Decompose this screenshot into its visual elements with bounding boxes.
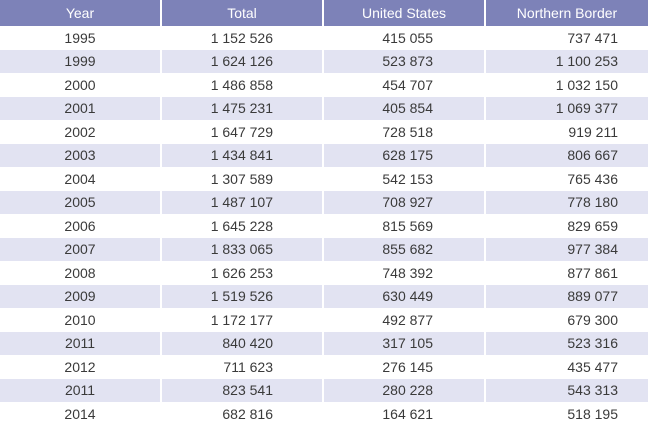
- cell-year: 2003: [0, 144, 160, 168]
- cell-year: 2006: [0, 214, 160, 238]
- table-row: [0, 144, 648, 168]
- cell-united-states: 317 105: [324, 332, 484, 356]
- cell-year: 2007: [0, 238, 160, 262]
- cell-year: 2004: [0, 167, 160, 191]
- cell-year: 2002: [0, 120, 160, 144]
- cell-year: 2000: [0, 73, 160, 97]
- cell-year: 2011: [0, 332, 160, 356]
- cell-united-states: 164 621: [324, 402, 484, 426]
- table-row: [0, 402, 648, 426]
- cell-year: 2001: [0, 97, 160, 121]
- cell-united-states: 454 707: [324, 73, 484, 97]
- cell-united-states: 542 153: [324, 167, 484, 191]
- cell-united-states: 523 873: [324, 50, 484, 74]
- cell-total: 1 172 177: [162, 308, 322, 332]
- cell-year: 2011: [0, 379, 160, 403]
- cell-united-states: 708 927: [324, 191, 484, 215]
- cell-total: 823 541: [162, 379, 322, 403]
- header-united-states: United States: [324, 0, 484, 26]
- table-row: [0, 120, 648, 144]
- cell-northern-border: 778 180: [486, 191, 648, 215]
- cell-total: 1 647 729: [162, 120, 322, 144]
- cell-northern-border: 877 861: [486, 261, 648, 285]
- table-row: [0, 191, 648, 215]
- table-row: [0, 214, 648, 238]
- header-year: Year: [0, 0, 160, 26]
- table-row: [0, 26, 648, 50]
- cell-northern-border: 765 436: [486, 167, 648, 191]
- cell-northern-border: 737 471: [486, 26, 648, 50]
- table-row: [0, 238, 648, 262]
- header-row: [0, 0, 648, 26]
- cell-united-states: 276 145: [324, 355, 484, 379]
- cell-united-states: 855 682: [324, 238, 484, 262]
- table-row: [0, 308, 648, 332]
- cell-total: 1 645 228: [162, 214, 322, 238]
- table-row: [0, 50, 648, 74]
- cell-united-states: 748 392: [324, 261, 484, 285]
- cell-northern-border: 1 069 377: [486, 97, 648, 121]
- table-row: [0, 332, 648, 356]
- cell-total: 711 623: [162, 355, 322, 379]
- cell-total: 1 434 841: [162, 144, 322, 168]
- cell-northern-border: 543 313: [486, 379, 648, 403]
- table-header: [0, 0, 648, 26]
- cell-united-states: 630 449: [324, 285, 484, 309]
- cell-year: 2005: [0, 191, 160, 215]
- cell-united-states: 405 854: [324, 97, 484, 121]
- cell-total: 1 487 107: [162, 191, 322, 215]
- cell-total: 1 152 526: [162, 26, 322, 50]
- cell-year: 1995: [0, 26, 160, 50]
- cell-northern-border: 1 100 253: [486, 50, 648, 74]
- cell-united-states: 815 569: [324, 214, 484, 238]
- cell-year: 1999: [0, 50, 160, 74]
- cell-total: 840 420: [162, 332, 322, 356]
- cell-united-states: 280 228: [324, 379, 484, 403]
- cell-year: 2012: [0, 355, 160, 379]
- cell-year: 2009: [0, 285, 160, 309]
- cell-total: 1 626 253: [162, 261, 322, 285]
- table-body: [0, 26, 648, 426]
- cell-total: 1 519 526: [162, 285, 322, 309]
- cell-northern-border: 679 300: [486, 308, 648, 332]
- cell-northern-border: 889 077: [486, 285, 648, 309]
- cell-year: 2010: [0, 308, 160, 332]
- table-row: [0, 97, 648, 121]
- table-row: [0, 261, 648, 285]
- cell-northern-border: 806 667: [486, 144, 648, 168]
- table-row: [0, 355, 648, 379]
- cell-total: 682 816: [162, 402, 322, 426]
- cell-northern-border: 1 032 150: [486, 73, 648, 97]
- cell-year: 2008: [0, 261, 160, 285]
- cell-northern-border: 523 316: [486, 332, 648, 356]
- cell-northern-border: 518 195: [486, 402, 648, 426]
- cell-united-states: 628 175: [324, 144, 484, 168]
- cell-total: 1 486 858: [162, 73, 322, 97]
- table-row: [0, 285, 648, 309]
- cell-total: 1 475 231: [162, 97, 322, 121]
- cell-northern-border: 919 211: [486, 120, 648, 144]
- cell-united-states: 492 877: [324, 308, 484, 332]
- cell-total: 1 833 065: [162, 238, 322, 262]
- table-row: [0, 379, 648, 403]
- cell-year: 2014: [0, 402, 160, 426]
- header-total: Total: [162, 0, 322, 26]
- cell-total: 1 307 589: [162, 167, 322, 191]
- header-northern-border: Northern Border: [486, 0, 648, 26]
- table-row: [0, 167, 648, 191]
- cell-northern-border: 977 384: [486, 238, 648, 262]
- cell-united-states: 728 518: [324, 120, 484, 144]
- table-row: [0, 73, 648, 97]
- cell-northern-border: 829 659: [486, 214, 648, 238]
- cell-united-states: 415 055: [324, 26, 484, 50]
- cell-northern-border: 435 477: [486, 355, 648, 379]
- cell-total: 1 624 126: [162, 50, 322, 74]
